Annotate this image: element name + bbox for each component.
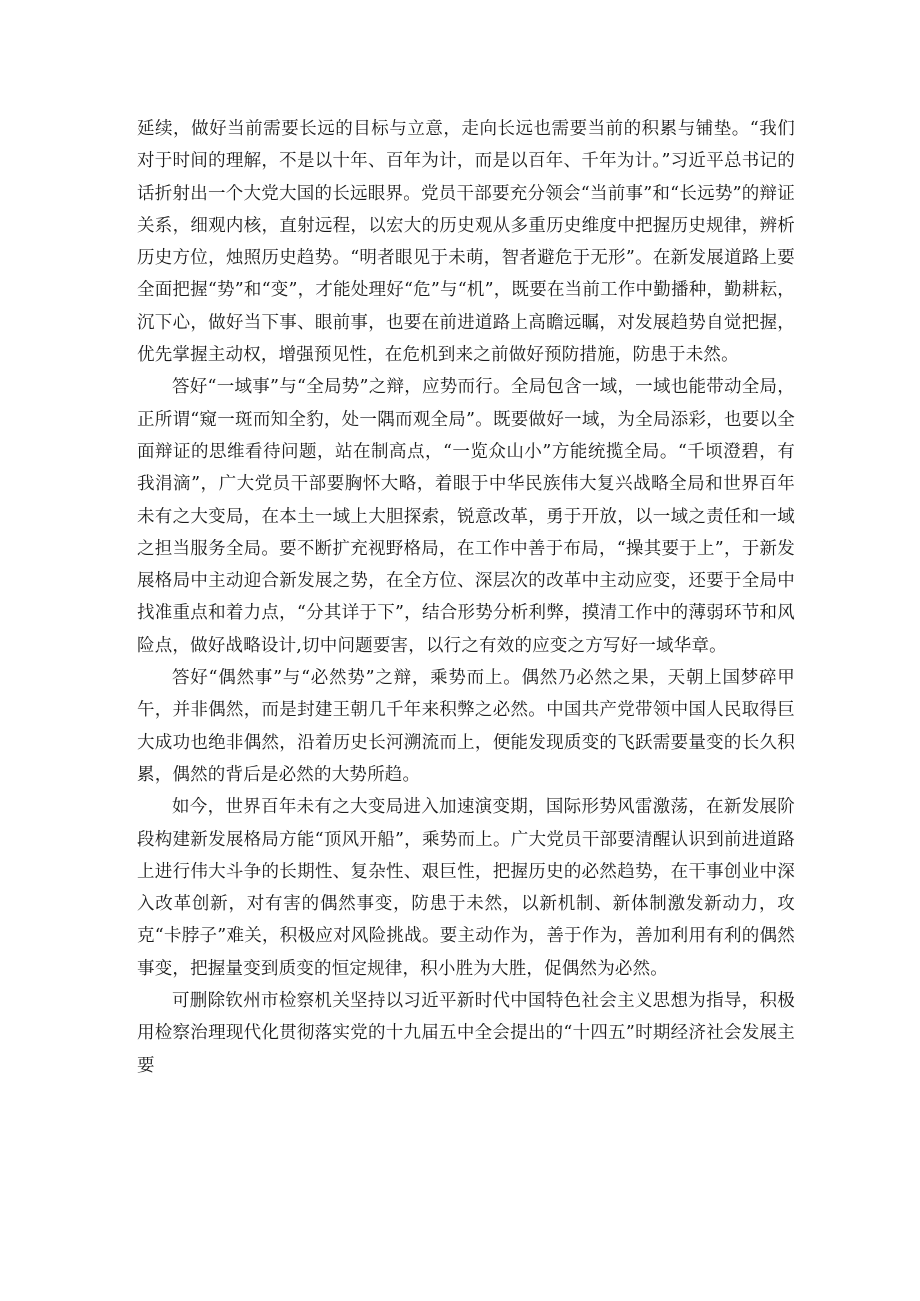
paragraph-bianju: 如今，世界百年未有之大变局进入加速演变期，国际形势风雷激荡，在新发展阶段构建新发展格局方能“顶风开船”，乘势而上。广大党员干部要清醒认识到前进道路上进行伟大斗争的长期性、复杂性、艰巨性，把握历史的必然趋势，在干事创业中深入改革创新，对有害的偶然事变，防患于未然，以新机制、新体制激发新动力，攻克“卡脖子”难关，积极应对风险挑战。要主动作为，善于作为，善加利用有利的偶然事变，把握量变到质变的恒定规律，积小胜为大胜，促偶然为必然。 (137, 797, 795, 979)
paragraph-qinzhou: 可删除钦州市检察机关坚持以习近平新时代中国特色社会主义思想为指导，积极用检察治理现代化贯彻落实党的十九届五中全会提出的“十四五”时期经济社会发展主要 (137, 991, 795, 1076)
paragraph-continuation: 延续，做好当前需要长远的目标与立意，走向长远也需要当前的积累与铺垫。“我们对于时间的理解，不是以十年、百年为计，而是以百年、千年为计。”习近平总书记的话折射出一个大党大国的长远眼界。党员干部要充分领会“当前事”和“长远势”的辩证关系，细观内核，直射远程，以宏大的历史观从多重历史维度中把握历史规律，辨析历史方位，烛照历史趋势。“明者眼见于未萌，智者避危于无形”。在新发展道路上要全面把握“势”和“变”，才能处理好“危”与“机”，既要在当前工作中勤播种，勤耕耘，沉下心，做好当下事、眼前事，也要在前进道路上高瞻远瞩，对发展趋势自觉把握，优先掌握主动权，增强预见性，在危机到来之前做好预防措施，防患于未然。 (137, 119, 795, 366)
paragraph-yiyu-quanju: 答好“一域事”与“全局势”之辩，应势而行。全局包含一域，一域也能带动全局，正所谓“窥一斑而知全豹，处一隅而观全局”。既要做好一域，为全局添彩，也要以全面辩证的思维看待问题，站在制高点，“一览众山小”方能统揽全局。“千顷澄碧，有我涓滴”，广大党员干部要胸怀大略，着眼于中华民族伟大复兴战略全局和世界百年未有之大变局，在本土一域上大胆探索，锐意改革，勇于开放，以一域之责任和一域之担当服务全局。要不断扩充视野格局，在工作中善于布局，“操其要于上”，于新发展格局中主动迎合新发展之势，在全方位、深层次的改革中主动应变，还要于全局中找准重点和着力点，“分其详于下”，结合形势分析利弊，摸清工作中的薄弱环节和风险点，做好战略设计,切中问题要害，以行之有效的应变之方写好一域华章。 (137, 377, 795, 656)
body-text (137, 113, 795, 1082)
paragraph-ouran-biran: 答好“偶然事”与“必然势”之辩，乘势而上。偶然乃必然之果，天朝上国梦碎甲午，并非偶然，而是封建王朝几千年来积弊之必然。中国共产党带领中国人民取得巨大成功也绝非偶然，沿着历史长河溯流而上，便能发现质变的飞跃需要量变的长久积累，偶然的背后是必然的大势所趋。 (137, 668, 795, 785)
